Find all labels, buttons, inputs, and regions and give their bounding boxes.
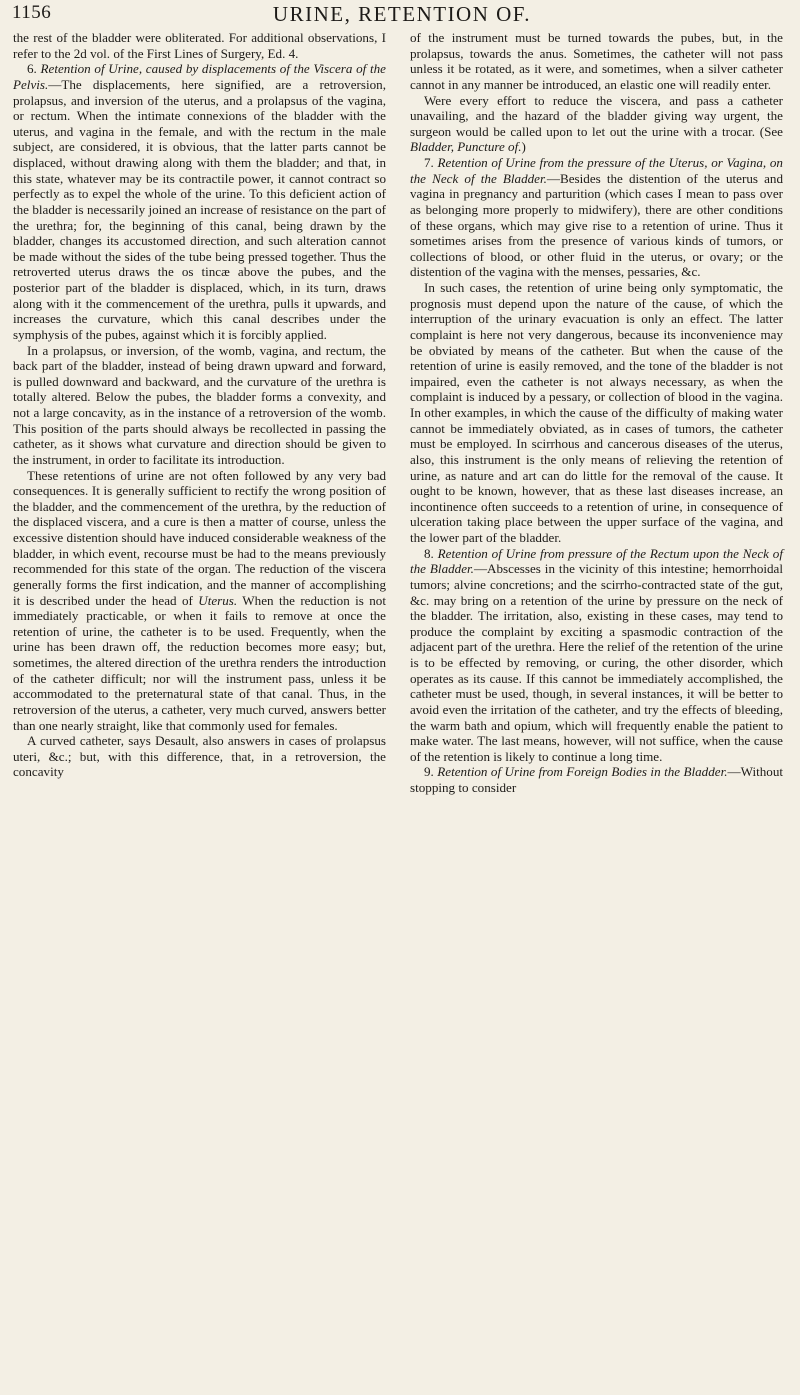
section-number: 8. [424,545,434,561]
left-column [13,30,386,780]
section-7 [410,155,783,280]
paragraph [13,343,386,468]
paragraph [410,280,783,546]
paragraph [13,30,386,61]
section-heading: Retention of Urine, caused by displacements of the Viscera of the Pelvis. [13,61,386,92]
paragraph [410,93,783,156]
section-6 [13,61,386,342]
paragraph-text: of the instrument must be turned towards the pubes, but, in the prolapsus, towards the anus. Sometimes, the catheter will not pass unless it be rotated, as it were, and sometimes, when a silver catheter cannot in any manner be introduced, an elastic one will readily enter. [410,30,783,92]
section-heading: Retention of Urine from pressure of the Rectum upon the Neck of the Bladder. [410,545,783,577]
running-head: URINE, RETENTION OF. [272,2,532,26]
section-number: 9. [424,764,434,780]
paragraph-text: Were every effort to reduce the viscera, and pass a catheter unavailing, and the hazard of the bladder giving way urgent, the surgeon would be called upon to let out the urine with a trocar. (See [410,92,783,139]
section-body: —The displacements, here signified, are a retroversion, prolapsus, and inversion of the uterus, and a prolapsus of the vagina, or rectum. When the intimate connexions of the bladder with the uterus, and vagina in the female, and with the rectum in the male subject, are considered, it is obvious, that the latter parts cannot be displaced, without drawing along with them the bladder; and that, in this state, whatever may be its contractile power, it cannot contract so perfectly as to expel the whole of the urine. To this deficient action of the bladder is necessarily joined an increase of resistance on the part of the urethra; for, the beginning of this canal, being drawn by the bladder, changes its accustomed direction, and such alteration cannot be made without the sides of the tube being pressed together. Thus the retroverted uterus draws the os tincæ above the pubes, and the posterior part of the bladder is displaced, which, in its turn, draws along with it the commencement of the urethra, pulls it upwards, and increases the curvature, which this canal describes under the symphysis of the pubes, against which it is forcibly applied. [13,76,386,342]
section-number: 7. [424,155,434,170]
right-column [410,30,783,796]
section-body: —Besides the distention of the uterus and vagina in pregnancy and parturition (which cases I mean to pass over as belonging more properly to midwifery), there are other conditions of these organs, which may give rise to a retention of urine. Thus it sometimes arises from the presence of various kinds of tumors, or collections of blood, or other fluid in the uterus, or ovary; or the distention of the vagina with the menses, pessaries, &c. [410,170,783,280]
paragraph-text: A curved catheter, says Desault, also answers in cases of prolapsus uteri, &c.; but, with this difference, that, in a retroversion, the concavity [13,733,386,780]
section-8 [410,546,783,765]
cross-reference: Bladder, Puncture of. [410,139,522,155]
paragraph [410,30,783,93]
paragraph-text: In such cases, the retention of urine being only symptomatic, the prognosis must depend upon the nature of the cause, of which the interruption of the urinary evacuation is only an effect. The latter complaint is here not very dangerous, because its inconvenience may be obviated by means of the catheter. But when the cause of the retention of urine is easily removed, and the tone of the bladder is not impaired, even the catheter is not always necessary, as when the complaint is induced by a pessary, or collection of blood in the vagina. In other examples, in which the cause of the difficulty of making water cannot be immediately obviated, as in cases of tumors, the catheter must be employed. In scirrhous and cancerous diseases of the uterus, also, this instrument is the only means of relieving the retention of urine, as nature and art can do little for the removal of the cause. It ought to be known, however, that as these last diseases increase, an incontinence often succeeds to a retention of urine, in consequence of ulceration taking place between the upper surface of the vagina, and the lower part of the bladder. [410,280,783,545]
section-number: 6. [27,61,37,77]
section-heading: Retention of Urine from Foreign Bodies in the Bladder. [437,764,728,780]
paragraph-text: These retentions of urine are not often followed by any very bad consequences. It is generally sufficient to rectify the wrong position of the bladder, and the commencement of the urethra, by the reduction of the displaced viscera, and a cure is then a matter of course, unless the excessive distention should have induced considerable weakness of the bladder, in which event, recourse must be had to the means previously recommended for this state of the organ. The reduction of the viscera generally forms the first indication, and the manner of accomplishing it is described under the head of [13,467,386,608]
section-body: —Abscesses in the vicinity of this intestine; hemorrhoidal tumors; alvine concretions; and the scirrho-contracted state of the gut, &c. may bring on a retention of the urine by pressure on the neck of the bladder. The irritation, also, existing in these cases, may tend to produce the complaint by exciting a spasmodic contraction of the adjacent part of the urethra. Here the relief of the retention of the urine is to be effected by removing, or curing, the other disorder, which operates as its cause. If this cannot be immediately accomplished, the catheter must be used, though, in several instances, it will be better to avoid even the irritation of the catheter, and try the effects of bleeding, the warm bath and opium, which will frequently enable the patient to make water. The last means, however, will not suffice, when the cause of the retention is likely to continue a long time. [410,561,783,764]
section-body: —Without stopping to consider [410,764,783,795]
cross-reference: Uterus. [198,592,238,608]
paragraph-text: the rest of the bladder were obliterated. For additional observations, I refer to the 2d vol. of the First Lines of Surgery, Ed. 4. [13,30,386,61]
page-number: 1156 [12,2,52,23]
paragraph [13,733,386,780]
page-header [12,2,792,32]
paragraph-text: ) [521,139,526,155]
paragraph-text: When the reduction is not immediately practicable, or when it fails to remove at once the retention of urine, the catheter is to be used. Frequently, when the urine has been drawn off, the reduction becomes more easy; but, sometimes, the altered direction of the urethra renders the introduction of the catheter difficult; nor will the instrument pass, unless it be accommodated to the preternatural state of that canal. Thus, in the retroversion of the uterus, a catheter, very much curved, answers better than one nearly straight, like that commonly used for females. [13,592,386,733]
paragraph-text: In a prolapsus, or inversion, of the womb, vagina, and rectum, the back part of the bladder, instead of being drawn upward and forward, is pulled downward and backward, and the curvature of the urethra is totally altered. Below the pubes, the bladder forms a convexity, and not a large concavity, as in the instance of a retroversion of the womb. This position of the parts should always be recollected in passing the catheter, as it shows what curvature and direction should be given to the instrument, in order to facilitate its introduction. [13,342,386,467]
section-9 [410,764,783,795]
section-heading: Retention of Urine from the pressure of the Uterus, or Vagina, on the Neck of the Bladder. [410,155,783,186]
paragraph [13,468,386,734]
